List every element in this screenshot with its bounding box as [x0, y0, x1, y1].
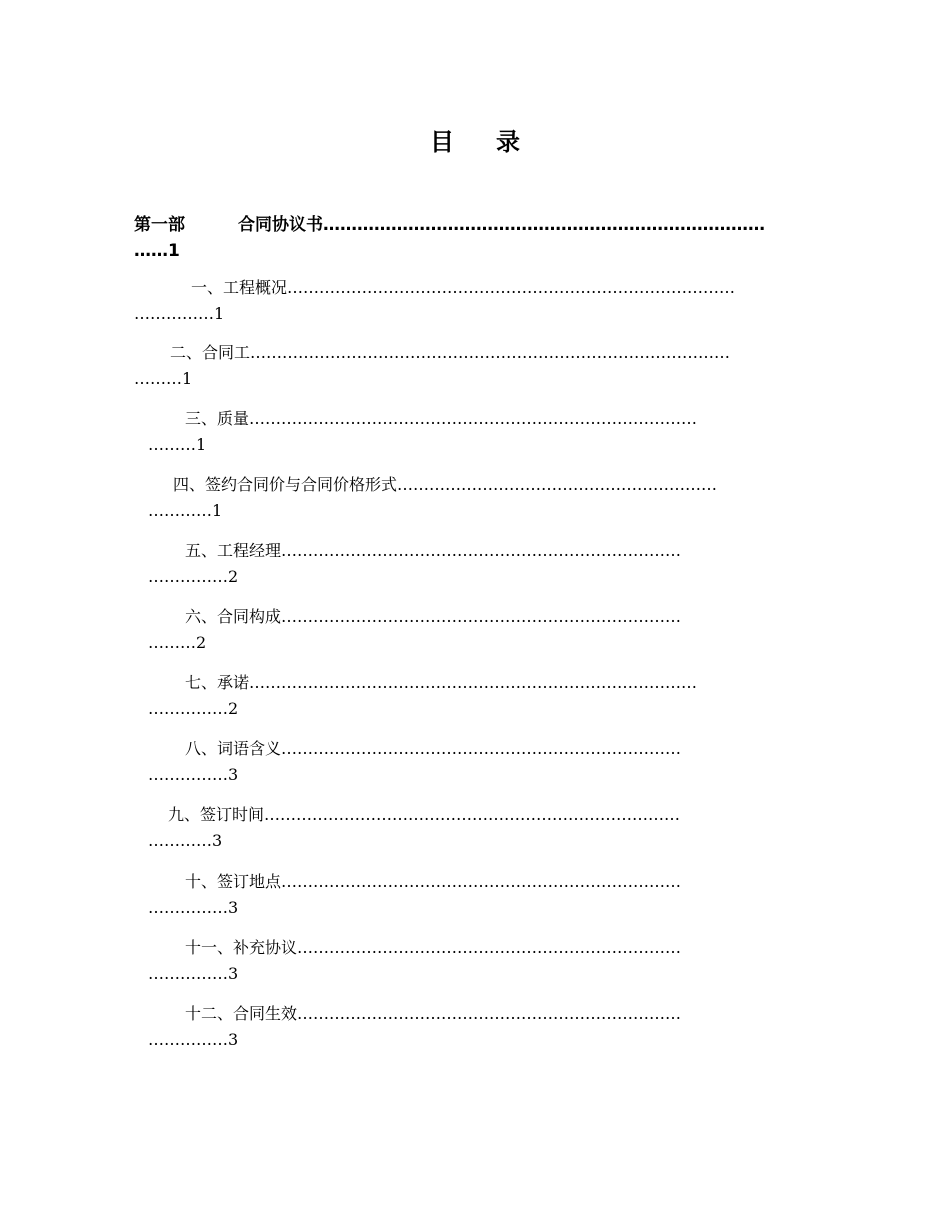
toc-entry[interactable]	[148, 538, 681, 590]
toc-page-number: 2	[228, 567, 239, 586]
toc-leader-dots: ………	[148, 633, 196, 652]
toc-entry[interactable]	[148, 802, 680, 854]
toc-leader-dots: …………………………………………………………………………	[249, 673, 698, 692]
toc-entry-text: 十、签订地点	[185, 872, 282, 891]
toc-leader-dots: ……………	[148, 765, 228, 784]
toc-leader-dots: ………………………………………………………………	[297, 1004, 682, 1023]
toc-page-number: 1	[182, 369, 193, 388]
toc-entry[interactable]	[148, 406, 697, 458]
toc-entry-text: 九、签订时间	[168, 805, 265, 824]
toc-entry-text: 五、工程经理	[185, 541, 282, 560]
toc-entry[interactable]	[134, 340, 730, 392]
toc-entry-text: 二、合同工	[170, 343, 251, 362]
toc-entry[interactable]	[148, 935, 681, 987]
toc-entry[interactable]	[148, 1001, 681, 1053]
toc-entry-text: 十一、补充协议	[185, 938, 298, 957]
toc-leader-dots: ……………	[148, 567, 228, 586]
toc-page-number: 1	[214, 304, 225, 323]
toc-title-char: 目	[430, 128, 454, 156]
toc-leader-dots: ……	[134, 241, 168, 261]
toc-entry[interactable]	[148, 736, 681, 788]
toc-leader-dots: ………	[134, 369, 182, 388]
toc-title	[0, 122, 950, 157]
toc-leader-dots: …………………………………………………………………	[281, 607, 682, 626]
toc-entry-text: 一、工程概况	[191, 278, 288, 297]
toc-leader-dots: ……………	[148, 964, 228, 983]
toc-part-title: 合同协议书	[238, 215, 323, 235]
toc-leader-dots: …………………………………………………………………	[281, 739, 682, 758]
toc-page-number: 2	[196, 633, 207, 652]
toc-page-number: 3	[228, 765, 239, 784]
toc-leader-dots: ……………	[134, 304, 214, 323]
toc-page-number: 1	[196, 435, 207, 454]
toc-leader-dots: …………………………………………………………………………	[249, 409, 698, 428]
toc-entry-text: 六、合同构成	[185, 607, 282, 626]
toc-page-number: 3	[228, 898, 239, 917]
toc-entry-text: 四、签约合同价与合同价格形式	[173, 475, 398, 494]
toc-leader-dots: ……………	[148, 1030, 228, 1049]
toc-leader-dots: …………………………………………………………………………	[287, 278, 736, 297]
toc-entry-text: 八、词语含义	[185, 739, 282, 758]
toc-part-number: 第一部	[134, 215, 185, 235]
toc-leader-dots: ……………	[148, 898, 228, 917]
toc-leader-dots: …………………………………………………………………	[281, 872, 682, 891]
toc-leader-dots: ………………………………………………………………………………	[250, 343, 731, 362]
toc-leader-dots: ………	[148, 435, 196, 454]
toc-page-number: 3	[228, 964, 239, 983]
toc-page-number: 2	[228, 699, 239, 718]
toc-entry-text: 十二、合同生效	[185, 1004, 298, 1023]
toc-leader-dots: ……………	[148, 699, 228, 718]
toc-entry[interactable]	[134, 275, 735, 327]
toc-leader-dots: ……………………………………………………………………	[264, 805, 681, 824]
toc-title-char: 录	[496, 128, 520, 156]
toc-entry[interactable]	[148, 869, 681, 921]
toc-page-number: 1	[168, 241, 180, 261]
toc-leader-dots: ………………………………………………………………	[297, 938, 682, 957]
toc-leader-dots: ……………………………………………………………………	[323, 215, 765, 235]
toc-leader-dots: …………………………………………………………………	[281, 541, 682, 560]
toc-page-number: 3	[228, 1030, 239, 1049]
toc-page-number: 3	[212, 831, 223, 850]
toc-leader-dots: …………	[148, 501, 212, 520]
toc-leader-dots: ……………………………………………………	[397, 475, 718, 494]
toc-page-number: 1	[212, 501, 223, 520]
toc-entry[interactable]	[148, 604, 681, 656]
toc-entry-text: 七、承诺	[185, 673, 250, 692]
toc-entry[interactable]	[148, 670, 697, 722]
toc-entry-part-one[interactable]	[134, 212, 765, 264]
toc-entry[interactable]	[148, 472, 717, 524]
toc-entry-text: 三、质量	[185, 409, 250, 428]
toc-leader-dots: …………	[148, 831, 212, 850]
